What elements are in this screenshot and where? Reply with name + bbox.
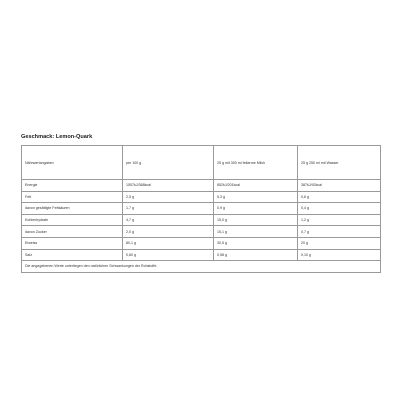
column-header: per 100 g [123, 146, 214, 180]
table-row [22, 203, 381, 215]
table-cell: 852kJ/201kcal [214, 180, 298, 192]
table-cell: 30,5 g [214, 237, 298, 249]
table-cell: 387kJ/92kcal [298, 180, 381, 192]
table-cell: Fett [22, 191, 123, 203]
table-cell: 0,60 g [123, 249, 214, 261]
table-cell: 2,0 g [123, 226, 214, 238]
table-cell: 1,7 g [123, 203, 214, 215]
table-cell: 0,58 g [214, 249, 298, 261]
table-cell: 80,1 g [123, 237, 214, 249]
table-note-row [22, 261, 381, 273]
table-cell: Kohlenhydrate [22, 214, 123, 226]
table-cell: Salz [22, 249, 123, 261]
table-cell: 1,2 g [298, 214, 381, 226]
table-cell: 1557kJ/368kcal [123, 180, 214, 192]
column-header: 25 g 250 ml mit Wasser [298, 146, 381, 180]
page-title: Geschmack: Lemon-Quark [21, 134, 93, 140]
table-cell: 15,1 g [214, 226, 298, 238]
table-cell: Eiweiss [22, 237, 123, 249]
table-header-row [22, 146, 381, 180]
table-cell: davon gesättigte Fettsäuren [22, 203, 123, 215]
table-cell: Energie [22, 180, 123, 192]
table-row [22, 191, 381, 203]
table-cell: 2,5 g [123, 191, 214, 203]
table-row [22, 237, 381, 249]
table-row [22, 226, 381, 238]
table-cell: 5,3 g [214, 191, 298, 203]
nutrition-table [21, 145, 381, 273]
table-cell: 0,7 g [298, 226, 381, 238]
table-cell: 0,4 g [298, 203, 381, 215]
table-cell: 0,9 g [214, 203, 298, 215]
table-cell: 20 g [298, 237, 381, 249]
table-row [22, 249, 381, 261]
table-cell: 0,6 g [298, 191, 381, 203]
table-row [22, 180, 381, 192]
table-cell: 0,10 g [298, 249, 381, 261]
table-footnote: Die angegebenen Werte unterliegen den natürlichen Schwankungen der Rohstoffe. [22, 261, 381, 273]
table-cell: 15,0 g [214, 214, 298, 226]
table-cell: davon Zucker [22, 226, 123, 238]
column-header: 25 g mit 300 ml fettarme Milch [214, 146, 298, 180]
table-cell: 4,7 g [123, 214, 214, 226]
column-header: Nährwertangaben [22, 146, 123, 180]
table-row [22, 214, 381, 226]
